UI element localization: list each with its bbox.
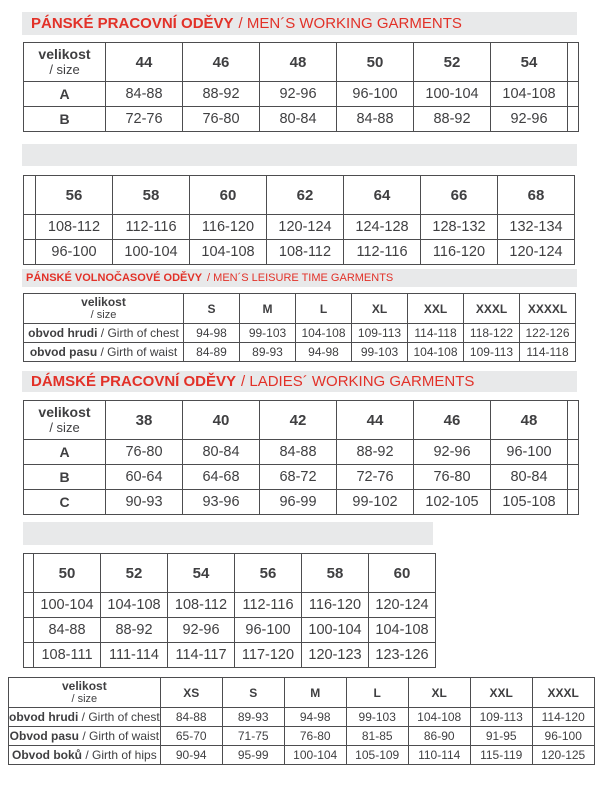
row-label-cell: obvod pasu / Girth of waist: [24, 343, 184, 362]
value-cell: 104-108: [491, 82, 568, 107]
size-header-cell: S: [222, 678, 284, 708]
section-title-czech: PÁNSKÉ PRACOVNÍ ODĚVY: [31, 15, 234, 32]
clipped-column-cell: [568, 43, 579, 82]
row-label-cell: B: [24, 107, 106, 132]
size-header-cell: XXXL: [532, 678, 594, 708]
table-row: [24, 215, 575, 240]
size-label-header-cell: velikost / size: [24, 294, 184, 324]
value-cell: 108-112: [267, 240, 344, 265]
size-header-cell: 48: [260, 43, 337, 82]
clipped-column-cell: [24, 643, 34, 668]
size-header-cell: XXXL: [464, 294, 520, 324]
value-cell: 120-124: [369, 593, 436, 618]
value-cell: 76-80: [414, 465, 491, 490]
section-title-mens-working: [22, 12, 577, 35]
clipped-column-cell: [24, 240, 36, 265]
table-row: [24, 240, 575, 265]
value-cell: 117-120: [235, 643, 302, 668]
value-cell: 120-124: [267, 215, 344, 240]
value-cell: 99-103: [346, 708, 408, 727]
value-cell: 104-108: [408, 708, 470, 727]
size-header-cell: 60: [190, 176, 267, 215]
size-header-cell: XXL: [408, 294, 464, 324]
row-label-cell: Obvod boků / Girth of hips: [9, 746, 161, 765]
size-header-cell: 54: [168, 554, 235, 593]
section-title-english: / MEN´S LEISURE TIME GARMENTS: [207, 272, 394, 284]
value-cell: 92-96: [168, 618, 235, 643]
size-header-cell: 58: [302, 554, 369, 593]
table-row: [9, 708, 595, 727]
value-cell: 76-80: [106, 440, 183, 465]
row-label-cell: C: [24, 490, 106, 515]
size-header-cell: 46: [414, 401, 491, 440]
size-header-cell: 46: [183, 43, 260, 82]
value-cell: 108-112: [36, 215, 113, 240]
value-cell: 109-113: [352, 324, 408, 343]
value-cell: 99-103: [240, 324, 296, 343]
value-cell: 114-118: [520, 343, 576, 362]
value-cell: 95-99: [222, 746, 284, 765]
clipped-column-cell: [568, 490, 579, 515]
value-cell: 89-93: [222, 708, 284, 727]
value-cell: 104-108: [369, 618, 436, 643]
value-cell: 114-118: [408, 324, 464, 343]
clipped-column-cell: [568, 465, 579, 490]
value-cell: 123-126: [369, 643, 436, 668]
size-header-cell: 44: [337, 401, 414, 440]
value-cell: 65-70: [160, 727, 222, 746]
value-cell: 105-109: [346, 746, 408, 765]
value-cell: 120-124: [498, 240, 575, 265]
size-header-cell: L: [346, 678, 408, 708]
value-cell: 96-100: [36, 240, 113, 265]
value-cell: 109-113: [464, 343, 520, 362]
size-header-cell: 40: [183, 401, 260, 440]
table-row: [9, 746, 595, 765]
value-cell: 100-104: [113, 240, 190, 265]
spacer-bar: [22, 144, 577, 166]
size-header-cell: 52: [414, 43, 491, 82]
section-title-czech: DÁMSKÉ PRACOVNÍ ODĚVY: [31, 373, 237, 390]
section-title-english: / LADIES´ WORKING GARMENTS: [241, 373, 475, 390]
clipped-column-cell: [568, 107, 579, 132]
size-header-cell: 54: [491, 43, 568, 82]
value-cell: 72-76: [106, 107, 183, 132]
value-cell: 84-88: [337, 107, 414, 132]
size-header-cell: XS: [160, 678, 222, 708]
value-cell: 100-104: [414, 82, 491, 107]
mens-working-sizes-table: [23, 42, 579, 132]
clipped-column-cell: [24, 176, 36, 215]
value-cell: 80-84: [260, 107, 337, 132]
value-cell: 111-114: [101, 643, 168, 668]
value-cell: 84-88: [260, 440, 337, 465]
table-row: [24, 82, 579, 107]
value-cell: 100-104: [302, 618, 369, 643]
spacer-bar: [23, 522, 433, 545]
ladies-working-sizes-table: [23, 400, 579, 515]
value-cell: 84-88: [160, 708, 222, 727]
size-header-cell: 58: [113, 176, 190, 215]
value-cell: 112-116: [113, 215, 190, 240]
size-header-cell: M: [240, 294, 296, 324]
section-title-czech: PÁNSKÉ VOLNOČASOVÉ ODĚVY: [26, 272, 203, 284]
value-cell: 109-113: [470, 708, 532, 727]
value-cell: 80-84: [491, 465, 568, 490]
value-cell: 114-120: [532, 708, 594, 727]
clipped-column-cell: [24, 215, 36, 240]
value-cell: 99-103: [352, 343, 408, 362]
value-cell: 92-96: [260, 82, 337, 107]
table-row: [24, 490, 579, 515]
value-cell: 89-93: [240, 343, 296, 362]
clipped-column-cell: [568, 82, 579, 107]
size-header-cell: L: [296, 294, 352, 324]
value-cell: 116-120: [302, 593, 369, 618]
value-cell: 122-126: [520, 324, 576, 343]
value-cell: 94-98: [284, 708, 346, 727]
clipped-column-cell: [24, 554, 34, 593]
value-cell: 120-125: [532, 746, 594, 765]
size-header-cell: 66: [421, 176, 498, 215]
value-cell: 132-134: [498, 215, 575, 240]
size-header-cell: 62: [267, 176, 344, 215]
size-header-cell: XXXXL: [520, 294, 576, 324]
ladies-working-sizes-table-continued: [23, 553, 436, 668]
value-cell: 91-95: [470, 727, 532, 746]
row-label-cell: A: [24, 82, 106, 107]
value-cell: 96-100: [532, 727, 594, 746]
size-header-cell: 48: [491, 401, 568, 440]
table-row: [24, 343, 576, 362]
value-cell: 81-85: [346, 727, 408, 746]
size-header-cell: XL: [352, 294, 408, 324]
size-header-cell: 68: [498, 176, 575, 215]
row-label-cell: Obvod pasu / Girth of waist: [9, 727, 161, 746]
table-row: [24, 643, 436, 668]
table-row: [24, 107, 579, 132]
size-header-cell: XL: [408, 678, 470, 708]
table-row: [24, 618, 436, 643]
value-cell: 76-80: [183, 107, 260, 132]
value-cell: 92-96: [491, 107, 568, 132]
value-cell: 96-100: [235, 618, 302, 643]
value-cell: 96-99: [260, 490, 337, 515]
value-cell: 96-100: [491, 440, 568, 465]
value-cell: 108-112: [168, 593, 235, 618]
value-cell: 104-108: [101, 593, 168, 618]
section-title-mens-leisure: [22, 269, 577, 287]
size-header-cell: 50: [34, 554, 101, 593]
value-cell: 105-108: [491, 490, 568, 515]
clipped-column-cell: [568, 440, 579, 465]
value-cell: 104-108: [190, 240, 267, 265]
value-cell: 110-114: [408, 746, 470, 765]
value-cell: 120-123: [302, 643, 369, 668]
size-header-cell: M: [284, 678, 346, 708]
value-cell: 88-92: [183, 82, 260, 107]
mens-leisure-sizes-table: [23, 293, 576, 362]
table-row: [24, 593, 436, 618]
size-header-cell: 44: [106, 43, 183, 82]
size-header-cell: XXL: [470, 678, 532, 708]
value-cell: 100-104: [34, 593, 101, 618]
table-row: [24, 440, 579, 465]
ladies-leisure-sizes-table: [8, 677, 595, 765]
value-cell: 68-72: [260, 465, 337, 490]
value-cell: 84-88: [34, 618, 101, 643]
value-cell: 71-75: [222, 727, 284, 746]
value-cell: 72-76: [337, 465, 414, 490]
value-cell: 102-105: [414, 490, 491, 515]
table-row: [24, 465, 579, 490]
value-cell: 116-120: [421, 240, 498, 265]
size-header-cell: 64: [344, 176, 421, 215]
value-cell: 124-128: [344, 215, 421, 240]
value-cell: 90-94: [160, 746, 222, 765]
value-cell: 90-93: [106, 490, 183, 515]
row-label-cell: A: [24, 440, 106, 465]
value-cell: 84-89: [184, 343, 240, 362]
value-cell: 112-116: [344, 240, 421, 265]
value-cell: 80-84: [183, 440, 260, 465]
size-header-cell: 60: [369, 554, 436, 593]
value-cell: 94-98: [184, 324, 240, 343]
value-cell: 64-68: [183, 465, 260, 490]
row-label-cell: obvod hrudi / Girth of chest: [9, 708, 161, 727]
clipped-column-cell: [568, 401, 579, 440]
size-header-cell: S: [184, 294, 240, 324]
value-cell: 108-111: [34, 643, 101, 668]
value-cell: 115-119: [470, 746, 532, 765]
size-header-cell: 56: [36, 176, 113, 215]
value-cell: 88-92: [414, 107, 491, 132]
size-header-cell: 42: [260, 401, 337, 440]
value-cell: 112-116: [235, 593, 302, 618]
value-cell: 118-122: [464, 324, 520, 343]
row-label-cell: B: [24, 465, 106, 490]
value-cell: 88-92: [337, 440, 414, 465]
clipped-column-cell: [24, 618, 34, 643]
size-label-header-cell: velikost / size: [9, 678, 161, 708]
size-header-cell: 50: [337, 43, 414, 82]
row-label-cell: obvod hrudi / Girth of chest: [24, 324, 184, 343]
value-cell: 104-108: [408, 343, 464, 362]
value-cell: 128-132: [421, 215, 498, 240]
value-cell: 86-90: [408, 727, 470, 746]
section-title-english: / MEN´S WORKING GARMENTS: [238, 15, 462, 32]
clipped-column-cell: [24, 593, 34, 618]
value-cell: 100-104: [284, 746, 346, 765]
value-cell: 96-100: [337, 82, 414, 107]
value-cell: 93-96: [183, 490, 260, 515]
mens-working-sizes-table-continued: [23, 175, 575, 265]
size-header-cell: 56: [235, 554, 302, 593]
size-header-cell: 38: [106, 401, 183, 440]
size-label-header-cell: velikost / size: [24, 401, 106, 440]
value-cell: 92-96: [414, 440, 491, 465]
size-header-cell: 52: [101, 554, 168, 593]
table-row: [24, 324, 576, 343]
section-title-ladies-working: [22, 371, 577, 392]
value-cell: 114-117: [168, 643, 235, 668]
value-cell: 88-92: [101, 618, 168, 643]
value-cell: 116-120: [190, 215, 267, 240]
value-cell: 76-80: [284, 727, 346, 746]
value-cell: 94-98: [296, 343, 352, 362]
size-label-header-cell: velikost / size: [24, 43, 106, 82]
value-cell: 99-102: [337, 490, 414, 515]
value-cell: 104-108: [296, 324, 352, 343]
value-cell: 84-88: [106, 82, 183, 107]
value-cell: 60-64: [106, 465, 183, 490]
table-row: [9, 727, 595, 746]
